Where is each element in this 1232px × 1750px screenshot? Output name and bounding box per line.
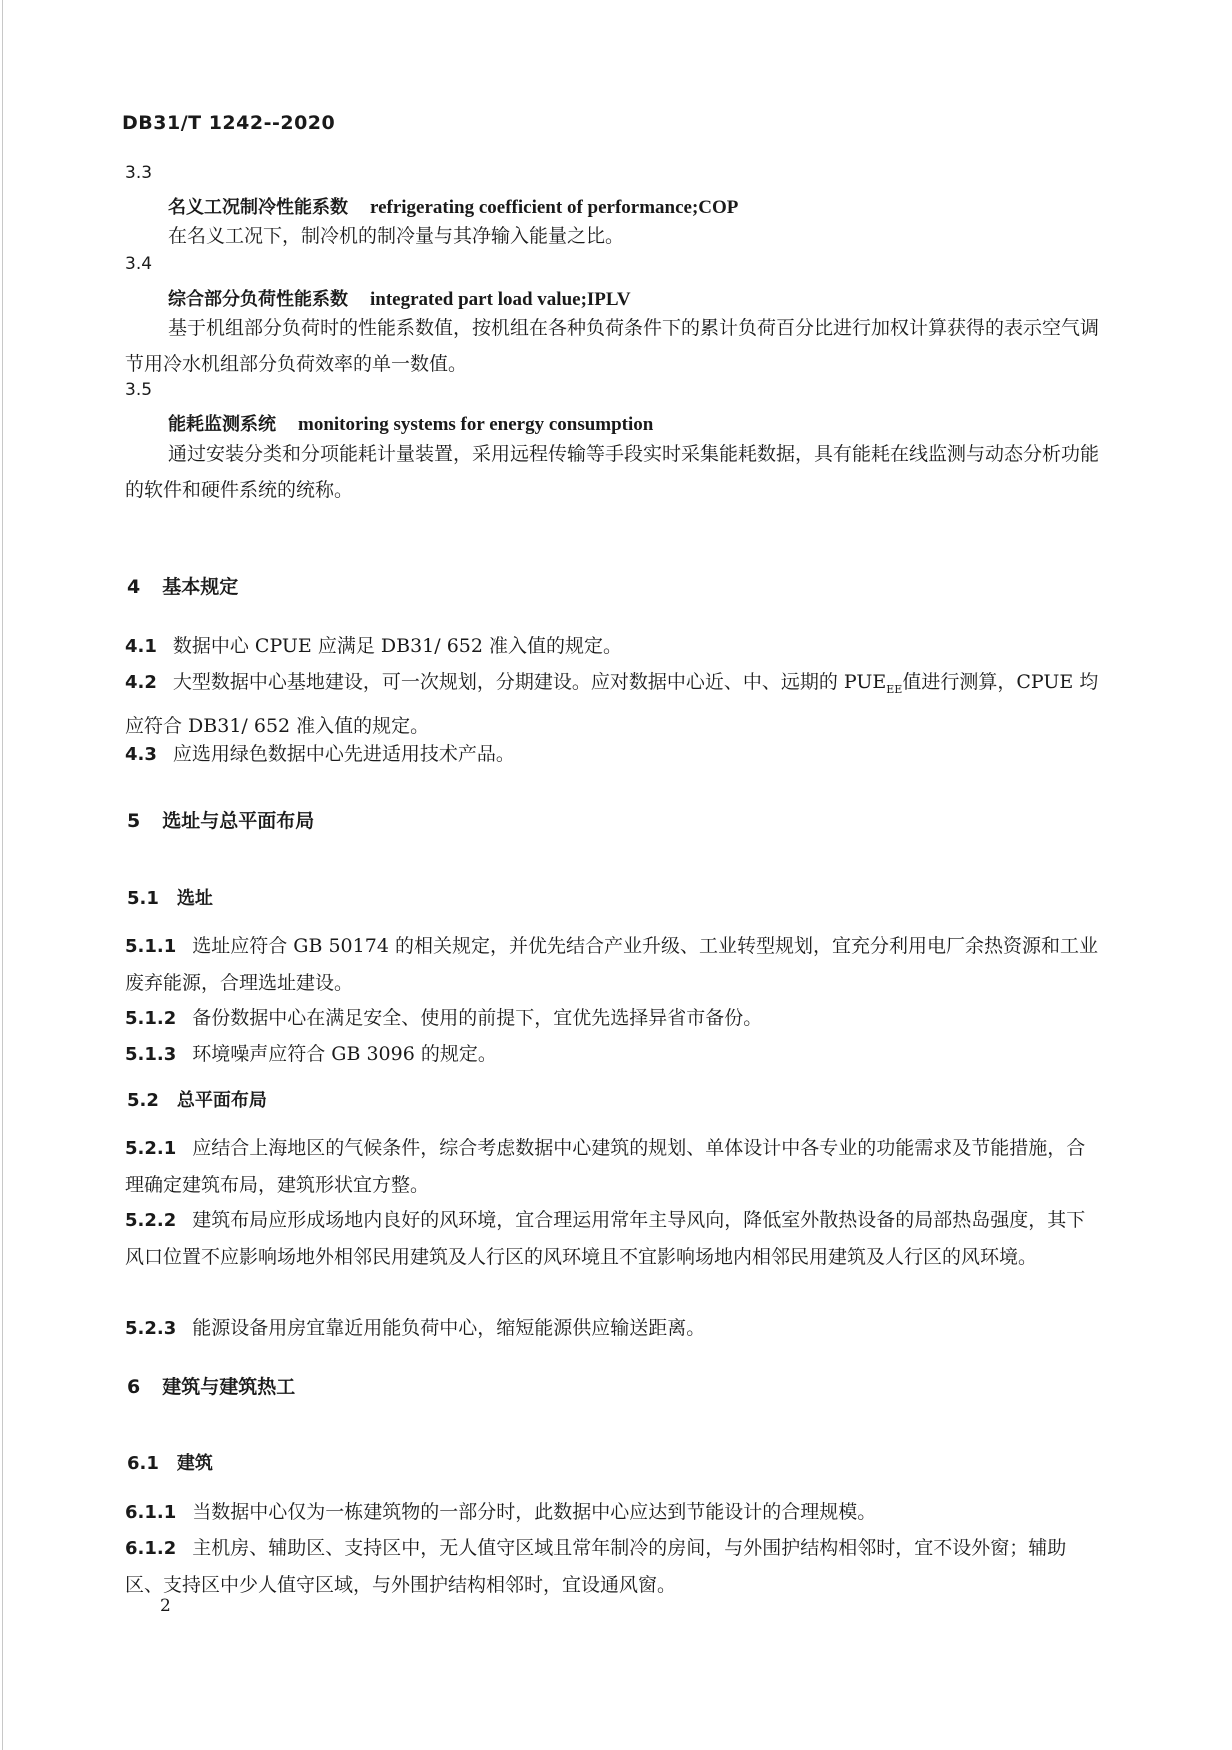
- term-cn: 能耗监测系统: [168, 414, 276, 435]
- term-en: refrigerating coefficient of performance;COP: [370, 197, 739, 218]
- page-number: 2: [160, 1596, 171, 1616]
- scan-margin-line: [2, 0, 3, 1750]
- clause-5-2-1: 5.2.1 应结合上海地区的气候条件，综合考虑数据中心建筑的规划、单体设计中各专业的功能需求及节能措施，合理确定建筑布局，建筑形状宜方整。: [125, 1137, 1086, 1196]
- section-heading-6-1: 6.1 建筑: [127, 1453, 213, 1474]
- section-heading-5-2: 5.2 总平面布局: [127, 1090, 267, 1111]
- term-cn: 名义工况制冷性能系数: [168, 197, 348, 218]
- clause-5-1-3: 5.1.3 环境噪声应符合 GB 3096 的规定。: [125, 1043, 497, 1065]
- document-code: DB31/T 1242--2020: [122, 112, 336, 134]
- term-en: integrated part load value;IPLV: [370, 289, 631, 310]
- term-cn: 综合部分负荷性能系数: [168, 289, 348, 310]
- clause-5-2-2: 5.2.2 建筑布局应形成场地内良好的风环境，宜合理运用常年主导风向，降低室外散热设备的局部热岛强度，其下风口位置不应影响场地外相邻民用建筑及人行区的风环境且不宜影响场地内相邻民用建筑及人行区的风环境。: [125, 1209, 1086, 1268]
- term-3-4: [168, 285, 631, 311]
- chapter-heading-4: 4 基本规定: [127, 576, 239, 598]
- clause-5-1-1: 5.1.1 选址应符合 GB 50174 的相关规定，并优先结合产业升级、工业转型规划，宜充分利用电厂余热资源和工业废弃能源，合理选址建设。: [125, 935, 1098, 994]
- term-3-3: [168, 193, 738, 219]
- clause-number-3-4: 3.4: [125, 254, 153, 274]
- section-heading-5-1: 5.1 选址: [127, 888, 213, 909]
- clause-4-2: 4.2 大型数据中心基地建设，可一次规划，分期建设。应对数据中心近、中、远期的 $PUE_{EE}$值进行测算，CPUE 均应符合 DB31/ 652 准入值的规定。: [125, 671, 1099, 737]
- term-3-5: [168, 410, 653, 436]
- clause-6-1-2: 6.1.2 主机房、辅助区、支持区中，无人值守区域且常年制冷的房间，与外围护结构相邻时，宜不设外窗；辅助区、支持区中少人值守区域，与外围护结构相邻时，宜设通风窗。: [125, 1537, 1067, 1596]
- chapter-heading-5: 5 选址与总平面布局: [127, 810, 315, 832]
- definition-3-4: 基于机组部分负荷时的性能系数值，按机组在各种负荷条件下的累计负荷百分比进行加权计算获得的表示空气调节用冷水机组部分负荷效率的单一数值。: [125, 317, 1100, 375]
- term-en: monitoring systems for energy consumption: [298, 414, 654, 435]
- clause-4-3: 4.3 应选用绿色数据中心先进适用技术产品。: [125, 743, 515, 765]
- definition-3-5: 通过安装分类和分项能耗计量装置，采用远程传输等手段实时采集能耗数据，具有能耗在线监测与动态分析功能的软件和硬件系统的统称。: [125, 443, 1100, 501]
- definition-3-3: 在名义工况下，制冷机的制冷量与其净输入能量之比。: [168, 225, 625, 247]
- clause-4-1: 4.1 数据中心 CPUE 应满足 DB31/ 652 准入值的规定。: [125, 635, 622, 657]
- clause-number-3-3: 3.3: [125, 163, 153, 183]
- clause-5-2-3: 5.2.3 能源设备用房宜靠近用能负荷中心，缩短能源供应输送距离。: [125, 1317, 706, 1339]
- chapter-heading-6: 6 建筑与建筑热工: [127, 1376, 296, 1398]
- clause-5-1-2: 5.1.2 备份数据中心在满足安全、使用的前提下，宜优先选择异省市备份。: [125, 1007, 763, 1029]
- clause-6-1-1: 6.1.1 当数据中心仅为一栋建筑物的一部分时，此数据中心应达到节能设计的合理规模。: [125, 1501, 877, 1523]
- clause-number-3-5: 3.5: [125, 380, 153, 400]
